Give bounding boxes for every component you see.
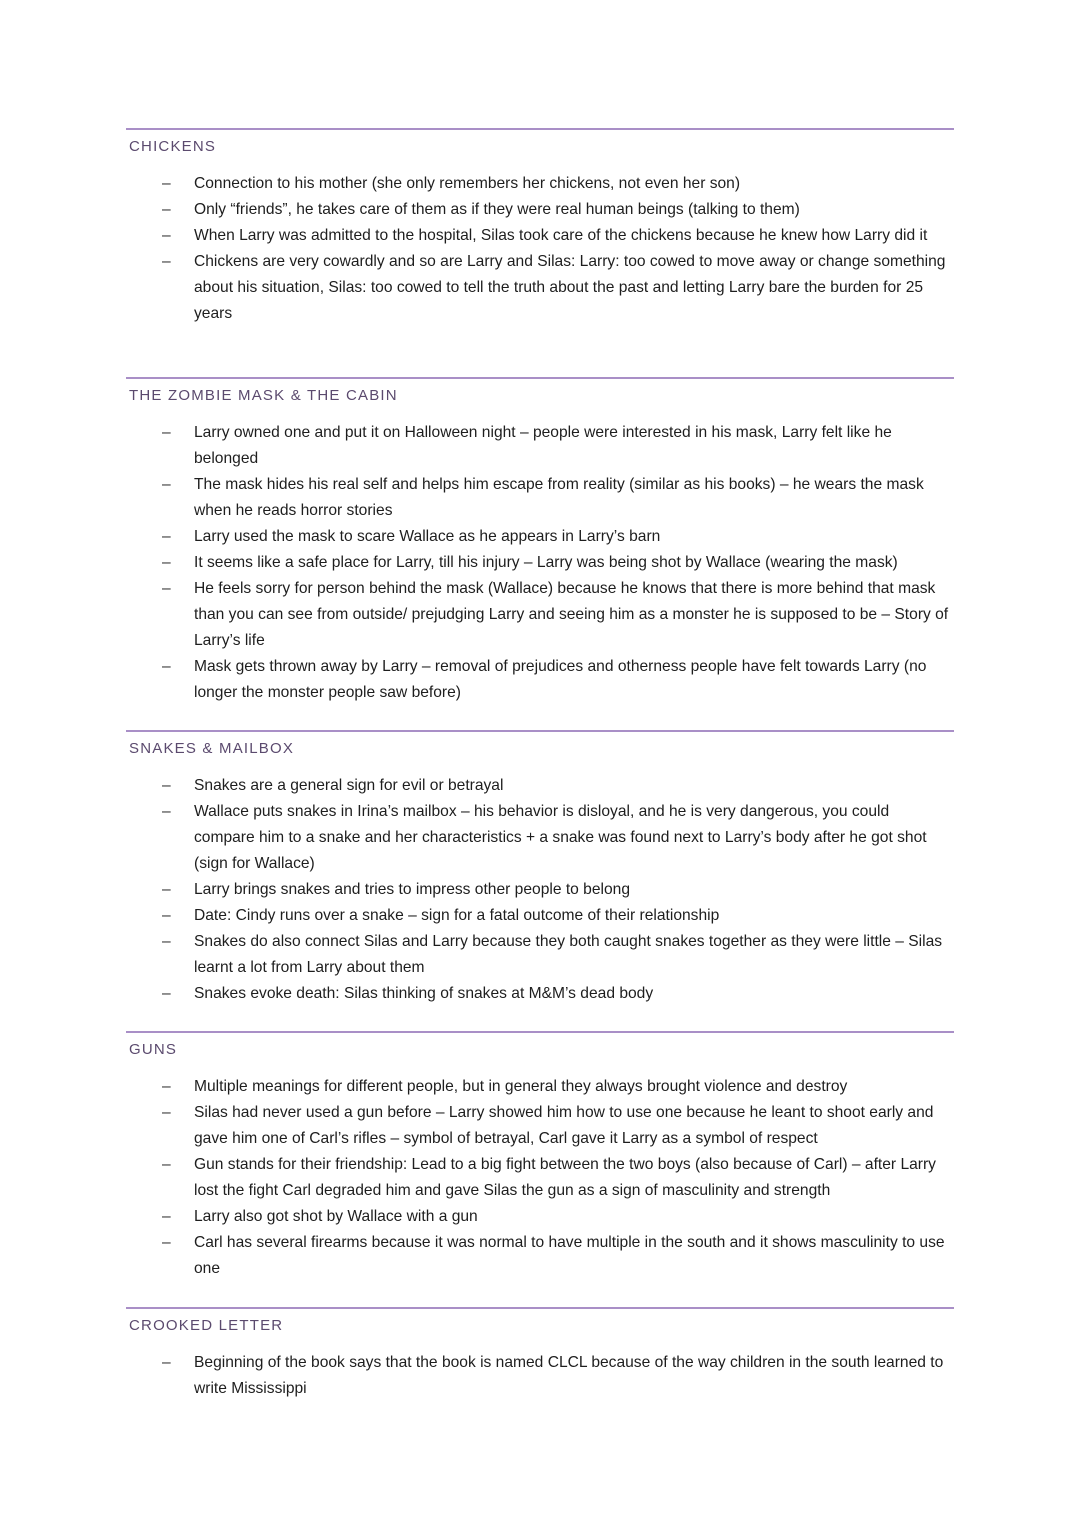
list-item: – Connection to his mother (she only remembers her chickens, not even her son) bbox=[126, 171, 954, 197]
bullet-list bbox=[126, 420, 954, 706]
list-item: – Larry also got shot by Wallace with a gun bbox=[126, 1204, 954, 1230]
bullet-dash: – bbox=[162, 907, 171, 924]
section-title: SNAKES & MAILBOX bbox=[129, 740, 295, 757]
section-guns bbox=[126, 1031, 954, 1282]
bullet-dash: – bbox=[162, 1354, 171, 1371]
bullet-dash: – bbox=[162, 253, 171, 270]
list-item: – Wallace puts snakes in Irina’s mailbox – his behavior is disloyal, and he is very dangerous, you could compare him to a snake and her characteristics + a snake was found next to Larry’s body after he got shot (sign for Wallace) bbox=[126, 799, 954, 877]
bullet-list bbox=[126, 1074, 954, 1282]
section-divider bbox=[126, 1307, 954, 1309]
section-chickens bbox=[126, 128, 954, 327]
section-divider bbox=[126, 377, 954, 379]
bullet-dash: – bbox=[162, 1234, 171, 1251]
section-snakes-mailbox bbox=[126, 730, 954, 1007]
list-item: – Snakes do also connect Silas and Larry because they both caught snakes together as they were little – Silas learnt a lot from Larry about them bbox=[126, 929, 954, 981]
bullet-dash: – bbox=[162, 201, 171, 218]
section-divider bbox=[126, 128, 954, 130]
bullet-dash: – bbox=[162, 933, 171, 950]
bullet-dash: – bbox=[162, 476, 171, 493]
list-item: – Multiple meanings for different people, but in general they always brought violence and destroy bbox=[126, 1074, 954, 1100]
bullet-dash: – bbox=[162, 227, 171, 244]
bullet-dash: – bbox=[162, 1156, 171, 1173]
section-title: CROOKED LETTER bbox=[129, 1317, 284, 1334]
list-item: – Carl has several firearms because it was normal to have multiple in the south and it shows masculinity to use one bbox=[126, 1230, 954, 1282]
list-item: – Gun stands for their friendship: Lead to a big fight between the two boys (also because of Carl) – after Larry lost the fight Carl degraded him and gave Silas the gun as a sign of masculinity and strength bbox=[126, 1152, 954, 1204]
list-item: – Date: Cindy runs over a snake – sign for a fatal outcome of their relationship bbox=[126, 903, 954, 929]
list-item: – When Larry was admitted to the hospital, Silas took care of the chickens because he knew how Larry did it bbox=[126, 223, 954, 249]
section-divider bbox=[126, 1031, 954, 1033]
list-item: – Mask gets thrown away by Larry – removal of prejudices and otherness people have felt towards Larry (no longer the monster people saw before) bbox=[126, 654, 954, 706]
bullet-dash: – bbox=[162, 803, 171, 820]
list-item: – Only “friends”, he takes care of them as if they were real human beings (talking to them) bbox=[126, 197, 954, 223]
list-item: – Larry owned one and put it on Halloween night – people were interested in his mask, Larry felt like he belonged bbox=[126, 420, 954, 472]
section-title: GUNS bbox=[129, 1041, 178, 1058]
list-item: – Larry used the mask to scare Wallace as he appears in Larry’s barn bbox=[126, 524, 954, 550]
list-item: – Chickens are very cowardly and so are Larry and Silas: Larry: too cowed to move away or change something about his situation, Silas: too cowed to tell the truth about the past and letting Larry bare the burden for 25 years bbox=[126, 249, 954, 327]
bullet-dash: – bbox=[162, 554, 171, 571]
bullet-dash: – bbox=[162, 658, 171, 675]
bullet-dash: – bbox=[162, 1078, 171, 1095]
bullet-dash: – bbox=[162, 985, 171, 1002]
list-item: – It seems like a safe place for Larry, till his injury – Larry was being shot by Wallace (wearing the mask) bbox=[126, 550, 954, 576]
bullet-dash: – bbox=[162, 1104, 171, 1121]
section-crooked-letter bbox=[126, 1307, 954, 1402]
bullet-dash: – bbox=[162, 1208, 171, 1225]
bullet-dash: – bbox=[162, 424, 171, 441]
section-title: THE ZOMBIE MASK & THE CABIN bbox=[129, 387, 398, 404]
list-item: – Snakes are a general sign for evil or betrayal bbox=[126, 773, 954, 799]
bullet-dash: – bbox=[162, 777, 171, 794]
bullet-dash: – bbox=[162, 175, 171, 192]
bullet-list bbox=[126, 1350, 954, 1402]
list-item: – He feels sorry for person behind the mask (Wallace) because he knows that there is more behind that mask than you can see from outside/ prejudging Larry and seeing him as a monster he is supposed to be – Story of Larry’s life bbox=[126, 576, 954, 654]
bullet-list bbox=[126, 171, 954, 327]
bullet-dash: – bbox=[162, 881, 171, 898]
bullet-list bbox=[126, 773, 954, 1007]
section-title: CHICKENS bbox=[129, 138, 217, 155]
list-item: – Larry brings snakes and tries to impress other people to belong bbox=[126, 877, 954, 903]
list-item: – Silas had never used a gun before – Larry showed him how to use one because he leant to shoot early and gave him one of Carl’s rifles – symbol of betrayal, Carl gave it Larry as a symbol of respect bbox=[126, 1100, 954, 1152]
section-divider bbox=[126, 730, 954, 732]
section-zombie-mask bbox=[126, 377, 954, 706]
list-item: – Beginning of the book says that the book is named CLCL because of the way children in the south learned to write Mississippi bbox=[126, 1350, 954, 1402]
list-item: – Snakes evoke death: Silas thinking of snakes at M&M’s dead body bbox=[126, 981, 954, 1007]
bullet-dash: – bbox=[162, 580, 171, 597]
list-item: – The mask hides his real self and helps him escape from reality (similar as his books) – he wears the mask when he reads horror stories bbox=[126, 472, 954, 524]
bullet-dash: – bbox=[162, 528, 171, 545]
